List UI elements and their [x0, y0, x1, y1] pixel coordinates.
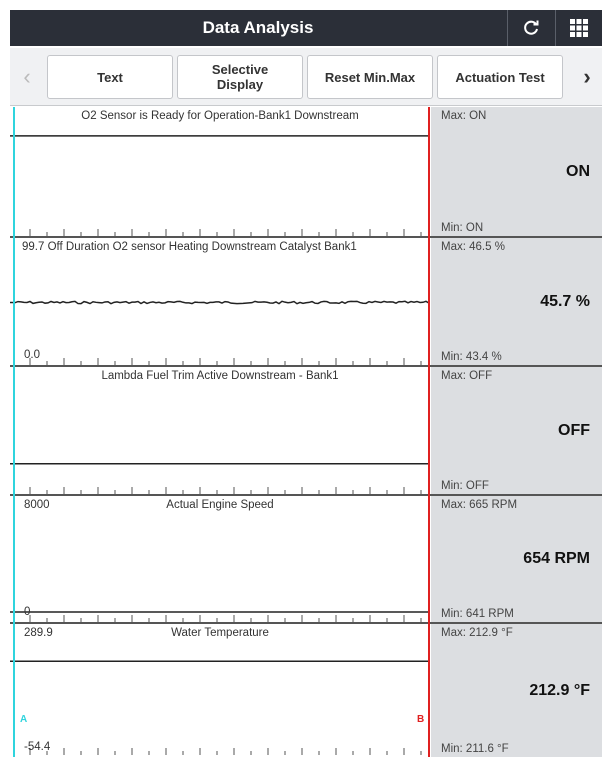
- value-panel: [431, 496, 602, 622]
- current-value: ON: [566, 162, 590, 180]
- graph-title: 99.7 Off Duration O2 sensor Heating Downstream Catalyst Bank1: [22, 241, 357, 253]
- max-value: Max: OFF: [441, 370, 493, 382]
- graph-canvas: [10, 107, 430, 236]
- cursor-a-line[interactable]: [13, 107, 15, 757]
- grid-menu-button[interactable]: [555, 10, 602, 46]
- value-panel: [431, 238, 602, 365]
- chevron-right-icon: ›: [583, 64, 591, 89]
- panel-water-temperature: [10, 624, 602, 757]
- scroll-left-button[interactable]: [12, 48, 42, 106]
- max-value: Max: 212.9 °F: [441, 627, 513, 639]
- graph[interactable]: [10, 367, 430, 494]
- y-min-label: -54.4: [24, 741, 51, 753]
- refresh-button[interactable]: [507, 10, 554, 46]
- value-panel: [431, 107, 602, 236]
- graph[interactable]: [10, 238, 430, 365]
- max-value: Max: ON: [441, 110, 487, 122]
- current-value: 212.9 °F: [529, 681, 590, 699]
- min-value: Min: ON: [441, 222, 484, 234]
- graph-canvas: [10, 367, 430, 494]
- chevron-left-icon: ‹: [23, 64, 31, 89]
- min-value: Min: 43.4 %: [441, 351, 502, 363]
- value-panel: [431, 624, 602, 757]
- cursor-b-label: B: [417, 714, 425, 725]
- y-max-label: 289.9: [24, 627, 53, 639]
- max-value: Max: 665 RPM: [441, 499, 518, 511]
- refresh-icon: [521, 18, 541, 38]
- selective-display-button[interactable]: Selective Display: [177, 55, 303, 99]
- cursor-a-label: A: [20, 714, 28, 725]
- y-max-label: 8000: [24, 499, 50, 511]
- title-bar: [10, 10, 602, 46]
- page-title: Data Analysis: [202, 18, 314, 37]
- graph-canvas: [10, 496, 430, 622]
- scroll-right-button[interactable]: [572, 48, 602, 106]
- data-panels: [10, 107, 602, 757]
- grid-menu-icon: [570, 19, 588, 37]
- text-button[interactable]: Text: [47, 55, 173, 99]
- panel-lambda-fuel-trim: [10, 367, 602, 496]
- current-value: 654 RPM: [523, 550, 590, 567]
- actuation-test-button[interactable]: Actuation Test: [437, 55, 563, 99]
- graph-title: Water Temperature: [171, 627, 269, 639]
- panel-o2-heating-off-duration: [10, 238, 602, 367]
- panel-o2-sensor-ready: [10, 107, 602, 238]
- max-value: Max: 46.5 %: [441, 241, 505, 253]
- graph-title: O2 Sensor is Ready for Operation-Bank1 Downstream: [81, 110, 359, 122]
- y-min-label: 0: [24, 606, 31, 618]
- graph-canvas: [10, 238, 430, 365]
- graph[interactable]: [10, 496, 430, 622]
- cursor-b-line[interactable]: [428, 107, 430, 757]
- graph-canvas: [10, 624, 430, 757]
- current-value: 45.7 %: [540, 292, 590, 310]
- min-value: Min: 211.6 °F: [441, 743, 509, 755]
- current-value: OFF: [558, 421, 590, 439]
- value-panel: [431, 367, 602, 494]
- min-value: Min: OFF: [441, 480, 489, 492]
- graph[interactable]: [10, 624, 430, 757]
- toolbar: [10, 48, 602, 106]
- trace-line: [10, 301, 429, 303]
- reset-min-max-button[interactable]: Reset Min.Max: [307, 55, 433, 99]
- graph-title: Actual Engine Speed: [166, 499, 274, 511]
- min-value: Min: 641 RPM: [441, 608, 514, 620]
- graph[interactable]: [10, 107, 430, 236]
- panel-engine-speed: [10, 496, 602, 624]
- y-min-label: 0.0: [24, 349, 40, 361]
- graph-title: Lambda Fuel Trim Active Downstream - Bank1: [101, 370, 339, 382]
